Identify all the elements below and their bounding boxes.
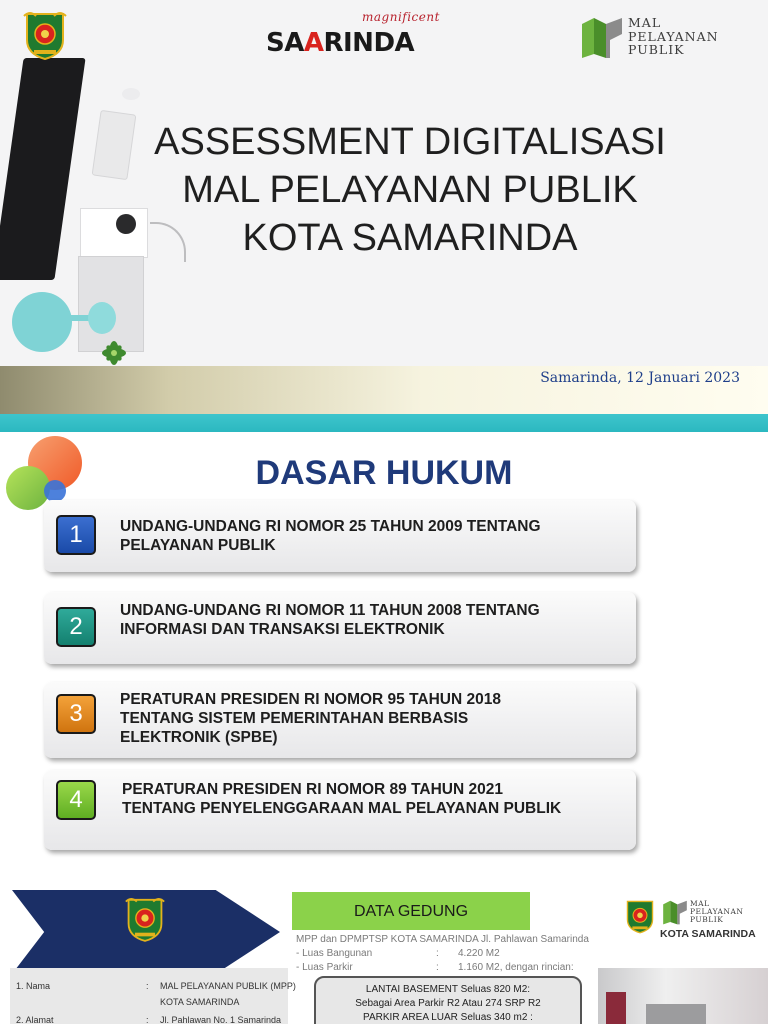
section-title: DASAR HUKUM — [255, 454, 513, 492]
info-table — [10, 968, 296, 1024]
building-photo — [598, 968, 768, 1024]
building-shape — [646, 1004, 706, 1024]
gedung-row1-sep: : — [436, 948, 439, 959]
law-text-line: TENTANG SISTEM PEMERINTAHAN BERBASIS — [120, 710, 469, 727]
law-text-line: ELEKTRONIK (SPBE) — [120, 729, 278, 746]
presentation-date: Samarinda, 12 Januari 2023 — [540, 370, 740, 386]
city-emblem-icon — [124, 896, 166, 942]
parking-line-3: PARKIR AREA LUAR Seluas 340 m2 : — [363, 1012, 533, 1023]
law-item-4 — [44, 770, 636, 850]
mouse-illustration — [122, 88, 140, 100]
title-slide — [0, 0, 768, 432]
lamp-base-illustration — [12, 292, 72, 352]
mpp-mark-icon — [580, 14, 624, 60]
mpp-small-line1: MAL — [690, 899, 710, 908]
mpp-logo-line2: PELAYANAN — [628, 29, 719, 44]
parking-line-2: Sebagai Area Parkir R2 Atau 274 SRP R2 — [355, 998, 541, 1009]
title-line-2: MAL PELAYANAN PUBLIK — [182, 169, 638, 211]
city-emblem-icon — [22, 10, 68, 60]
law-item-3 — [44, 682, 636, 758]
data-gedung-label: DATA GEDUNG — [353, 903, 469, 920]
info-value-name-2: KOTA SAMARINDA — [160, 997, 240, 1007]
gedung-row2-value: 1.160 M2, dengan rincian: — [458, 962, 574, 973]
info-label-name: 1. Nama — [16, 981, 51, 991]
law-number-badge: 2 — [56, 607, 96, 647]
info-sep-address: : — [146, 1015, 149, 1024]
kota-samarinda-label: KOTA SAMARINDA — [660, 928, 756, 940]
gedung-row2-sep: : — [436, 962, 439, 973]
law-item-2 — [44, 592, 636, 664]
law-text-line: INFORMASI DAN TRANSAKSI ELEKTRONIK — [120, 621, 445, 638]
law-number-badge: 1 — [56, 515, 96, 555]
page-title — [120, 118, 700, 262]
gedung-row2-label: - Luas Parkir — [296, 962, 353, 973]
info-value-name-1: MAL PELAYANAN PUBLIK (MPP) — [160, 981, 296, 991]
mpp-small-line3: PUBLIK — [690, 915, 724, 924]
mpp-small-line2: PELAYANAN — [690, 907, 744, 916]
parking-line-1: LANTAI BASEMENT Seluas 820 M2: — [365, 984, 531, 995]
gedung-row1-label: - Luas Bangunan — [296, 948, 373, 959]
mpp-mark-icon — [662, 898, 688, 926]
data-gedung-header — [292, 892, 530, 930]
law-text-line: UNDANG-UNDANG RI NOMOR 11 TAHUN 2008 TENTANG — [120, 602, 540, 619]
parking-details-box — [314, 976, 582, 1024]
law-text-line: PERATURAN PRESIDEN RI NOMOR 95 TAHUN 2018 — [120, 691, 501, 708]
mpp-logo-line3: PUBLIK — [628, 42, 685, 57]
legal-basis-slide — [0, 432, 768, 864]
info-value-address: Jl. Pahlawan No. 1 Samarinda — [160, 1015, 282, 1024]
law-text — [120, 517, 620, 555]
law-text-line: UNDANG-UNDANG RI NOMOR 25 TAHUN 2009 TENTANG — [120, 518, 541, 535]
date-band — [0, 366, 768, 416]
city-emblem-icon — [624, 898, 656, 934]
law-number-badge: 3 — [56, 694, 96, 734]
gedung-row1-value: 4.220 M2 — [458, 948, 500, 959]
info-label-address: 2. Alamat — [16, 1015, 54, 1024]
building-shape — [606, 992, 626, 1024]
law-text-line: PERATURAN PRESIDEN RI NOMOR 89 TAHUN 2021 — [122, 781, 503, 798]
law-text — [120, 601, 620, 639]
gedung-intro: MPP dan DPMPTSP KOTA SAMARINDA Jl. Pahlawan Samarinda — [296, 934, 589, 945]
mpp-logo-line1: MAL — [628, 15, 662, 30]
title-line-3: KOTA SAMARINDA — [242, 217, 578, 259]
info-sep-name: : — [146, 981, 149, 991]
plant-illustration — [96, 338, 132, 368]
law-text — [120, 690, 620, 747]
building-data-slide — [0, 864, 768, 1024]
law-text — [122, 780, 622, 818]
monitor-illustration — [0, 58, 86, 280]
mpp-logo — [580, 12, 760, 64]
law-text-line: PELAYANAN PUBLIK — [120, 537, 276, 554]
samarinda-brand-logo — [266, 10, 446, 62]
teal-divider — [0, 414, 768, 432]
lamp-head-illustration — [88, 302, 116, 334]
law-text-line: TENTANG PENYELENGGARAAN MAL PELAYANAN PUBLIK — [122, 800, 562, 817]
brand-tagline: magnificent — [362, 10, 440, 24]
law-number-badge: 4 — [56, 780, 96, 820]
law-item-1 — [44, 500, 636, 572]
brand-name: SAARINDA — [266, 28, 415, 58]
title-line-1: ASSESSMENT DIGITALISASI — [154, 121, 666, 163]
